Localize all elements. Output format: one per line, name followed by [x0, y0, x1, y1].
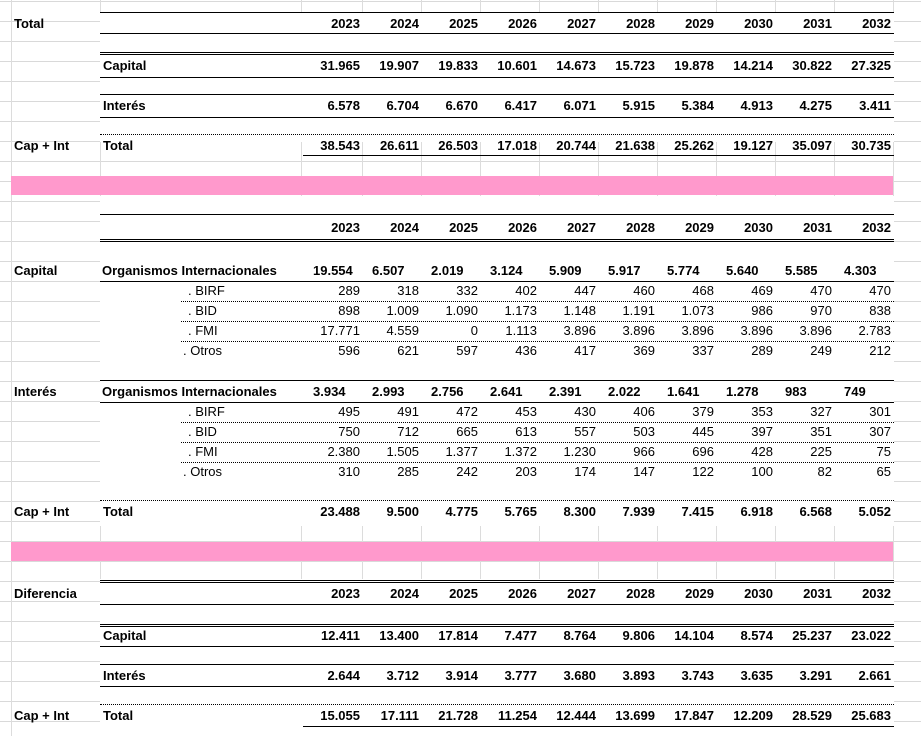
value-cell[interactable]: 665: [456, 424, 478, 439]
group-value[interactable]: 5.917: [608, 263, 641, 278]
value-cell[interactable]: 445: [692, 424, 714, 439]
year-header[interactable]: 2026: [508, 586, 537, 601]
value-cell[interactable]: 23.022: [851, 628, 891, 643]
value-cell[interactable]: 35.097: [792, 138, 832, 153]
group-value[interactable]: 5.774: [667, 263, 700, 278]
value-cell[interactable]: 966: [633, 444, 655, 459]
year-header[interactable]: 2031: [803, 16, 832, 31]
value-cell[interactable]: 470: [810, 283, 832, 298]
total-border: [303, 726, 894, 727]
year-header[interactable]: 2024: [390, 16, 419, 31]
value-cell[interactable]: 13.400: [379, 628, 419, 643]
value-cell[interactable]: 468: [692, 283, 714, 298]
value-cell[interactable]: 301: [869, 404, 891, 419]
item-label[interactable]: . BIRF: [188, 404, 225, 419]
double-border: [100, 239, 894, 242]
value-cell[interactable]: 4.913: [740, 98, 773, 113]
value-cell[interactable]: 15.055: [320, 708, 360, 723]
value-cell[interactable]: 27.325: [851, 58, 891, 73]
item-label[interactable]: . FMI: [188, 444, 218, 459]
value-cell[interactable]: 310: [338, 464, 360, 479]
value-cell[interactable]: 19.878: [674, 58, 714, 73]
group-label[interactable]: Organismos Internacionales: [102, 384, 277, 399]
value-cell[interactable]: 3.896: [740, 323, 773, 338]
value-cell[interactable]: 13.699: [615, 708, 655, 723]
value-cell[interactable]: 14.214: [733, 58, 773, 73]
value-cell[interactable]: 3.635: [740, 668, 773, 683]
value-cell[interactable]: 9.500: [386, 504, 419, 519]
value-cell[interactable]: 898: [338, 303, 360, 318]
block-border: [100, 380, 894, 381]
value-cell[interactable]: 38.543: [320, 138, 360, 153]
value-cell[interactable]: 1.230: [563, 444, 596, 459]
value-cell[interactable]: 82: [817, 464, 832, 479]
value-cell[interactable]: 14.673: [556, 58, 596, 73]
value-cell[interactable]: 2.661: [858, 668, 891, 683]
value-cell[interactable]: 147: [633, 464, 655, 479]
value-cell[interactable]: 25.683: [851, 708, 891, 723]
row-label[interactable]: Interés: [103, 98, 146, 113]
item-label[interactable]: . BIRF: [188, 283, 225, 298]
year-header[interactable]: 2028: [626, 16, 655, 31]
value-cell[interactable]: 203: [515, 464, 537, 479]
value-cell[interactable]: 6.417: [504, 98, 537, 113]
separator-band: [11, 542, 893, 561]
value-cell[interactable]: 696: [692, 444, 714, 459]
row-border: [100, 117, 894, 118]
row-label[interactable]: Total: [103, 138, 134, 153]
value-cell[interactable]: 397: [751, 424, 773, 439]
value-cell[interactable]: 1.191: [622, 303, 655, 318]
grid-column-line: [11, 0, 12, 736]
value-cell[interactable]: 31.965: [320, 58, 360, 73]
value-cell[interactable]: 472: [456, 404, 478, 419]
year-header[interactable]: 2024: [390, 586, 419, 601]
year-header[interactable]: 2032: [862, 586, 891, 601]
value-cell[interactable]: 1.073: [681, 303, 714, 318]
year-header[interactable]: 2025: [449, 586, 478, 601]
row-label[interactable]: Capital: [103, 628, 147, 643]
value-cell[interactable]: 242: [456, 464, 478, 479]
value-cell[interactable]: 318: [397, 283, 419, 298]
year-header[interactable]: 2027: [567, 16, 596, 31]
value-cell[interactable]: 447: [574, 283, 596, 298]
value-cell[interactable]: 3.893: [622, 668, 655, 683]
value-cell[interactable]: 379: [692, 404, 714, 419]
row-border: [100, 686, 894, 687]
value-cell[interactable]: 30.735: [851, 138, 891, 153]
group-value[interactable]: 1.278: [726, 384, 759, 399]
side-label[interactable]: Capital: [14, 263, 58, 278]
separator-band: [11, 176, 893, 195]
value-cell[interactable]: 289: [338, 283, 360, 298]
value-cell[interactable]: 491: [397, 404, 419, 419]
value-cell[interactable]: 6.670: [445, 98, 478, 113]
value-cell[interactable]: 8.300: [563, 504, 596, 519]
value-cell[interactable]: 8.574: [740, 628, 773, 643]
value-cell[interactable]: 2.644: [327, 668, 360, 683]
row-border: [100, 646, 894, 647]
value-cell[interactable]: 1.148: [563, 303, 596, 318]
group-value[interactable]: 6.507: [372, 263, 405, 278]
value-cell[interactable]: 19.833: [438, 58, 478, 73]
value-cell[interactable]: 1.090: [445, 303, 478, 318]
group-value[interactable]: 2.391: [549, 384, 582, 399]
value-cell[interactable]: 5.915: [622, 98, 655, 113]
side-label[interactable]: Cap + Int: [14, 708, 70, 723]
value-cell[interactable]: 122: [692, 464, 714, 479]
value-cell[interactable]: 3.411: [859, 98, 891, 113]
row-border: [100, 664, 894, 665]
value-cell[interactable]: 3.896: [622, 323, 655, 338]
year-header[interactable]: 2025: [449, 16, 478, 31]
value-cell[interactable]: 75: [876, 444, 891, 459]
value-cell[interactable]: 212: [869, 343, 891, 358]
value-cell[interactable]: 597: [456, 343, 478, 358]
group-value[interactable]: 2.993: [372, 384, 405, 399]
value-cell[interactable]: 6.578: [327, 98, 360, 113]
value-cell[interactable]: 3.896: [563, 323, 596, 338]
total-border: [303, 155, 894, 156]
value-cell[interactable]: 369: [633, 343, 655, 358]
value-cell[interactable]: 750: [338, 424, 360, 439]
year-header[interactable]: 2026: [508, 16, 537, 31]
value-cell[interactable]: 5.052: [858, 504, 891, 519]
year-header[interactable]: 2027: [567, 220, 596, 235]
value-cell[interactable]: 225: [810, 444, 832, 459]
value-cell[interactable]: 3.712: [386, 668, 419, 683]
value-cell[interactable]: 15.723: [615, 58, 655, 73]
header-bottom-border: [100, 604, 894, 605]
value-cell[interactable]: 2.783: [858, 323, 891, 338]
row-border: [100, 77, 894, 78]
year-header[interactable]: 2023: [331, 220, 360, 235]
year-header[interactable]: 2028: [626, 586, 655, 601]
value-cell[interactable]: 430: [574, 404, 596, 419]
year-header[interactable]: 2025: [449, 220, 478, 235]
value-cell[interactable]: 351: [810, 424, 832, 439]
year-header[interactable]: 2027: [567, 586, 596, 601]
row-border: [100, 500, 894, 501]
group-value[interactable]: 2.756: [431, 384, 464, 399]
value-cell[interactable]: 353: [751, 404, 773, 419]
item-label[interactable]: . BID: [188, 424, 217, 439]
year-header[interactable]: 2029: [685, 220, 714, 235]
value-cell[interactable]: 4.275: [799, 98, 832, 113]
value-cell[interactable]: 17.018: [497, 138, 537, 153]
year-header[interactable]: 2024: [390, 220, 419, 235]
value-cell[interactable]: 470: [869, 283, 891, 298]
value-cell[interactable]: 970: [810, 303, 832, 318]
value-cell[interactable]: 17.771: [320, 323, 360, 338]
item-label[interactable]: . Otros: [183, 343, 223, 358]
group-value[interactable]: 5.585: [785, 263, 818, 278]
value-cell[interactable]: 1.505: [386, 444, 419, 459]
side-label[interactable]: Cap + Int: [14, 138, 70, 153]
value-cell[interactable]: 30.822: [792, 58, 832, 73]
value-cell[interactable]: 23.488: [320, 504, 360, 519]
value-cell[interactable]: 17.814: [438, 628, 478, 643]
value-cell[interactable]: 5.765: [504, 504, 537, 519]
year-header[interactable]: 2029: [685, 586, 714, 601]
value-cell[interactable]: 65: [876, 464, 891, 479]
value-cell[interactable]: 25.237: [792, 628, 832, 643]
value-cell[interactable]: 12.411: [320, 628, 360, 643]
year-header[interactable]: 2031: [803, 586, 832, 601]
group-value[interactable]: 19.554: [313, 263, 353, 278]
value-cell[interactable]: 26.611: [379, 138, 419, 153]
group-value[interactable]: 2.022: [608, 384, 641, 399]
value-cell[interactable]: 249: [810, 343, 832, 358]
value-cell[interactable]: 3.680: [563, 668, 596, 683]
value-cell[interactable]: 3.777: [504, 668, 537, 683]
value-cell[interactable]: 6.704: [386, 98, 419, 113]
value-cell[interactable]: 25.262: [674, 138, 714, 153]
value-cell[interactable]: 0: [470, 323, 478, 338]
value-cell[interactable]: 17.111: [380, 708, 419, 723]
value-cell[interactable]: 100: [751, 464, 773, 479]
value-cell[interactable]: 469: [751, 283, 773, 298]
value-cell[interactable]: 14.104: [674, 628, 714, 643]
value-cell[interactable]: 3.291: [799, 668, 832, 683]
value-cell[interactable]: 1.009: [386, 303, 419, 318]
year-header[interactable]: 2030: [744, 220, 773, 235]
group-value[interactable]: 5.640: [726, 263, 759, 278]
value-cell[interactable]: 4.559: [386, 323, 419, 338]
value-cell[interactable]: 712: [397, 424, 419, 439]
value-cell[interactable]: 19.127: [733, 138, 773, 153]
value-cell[interactable]: 1.377: [445, 444, 478, 459]
value-cell[interactable]: 11.254: [497, 708, 537, 723]
group-value[interactable]: 3.934: [313, 384, 346, 399]
value-cell[interactable]: 1.372: [504, 444, 537, 459]
value-cell[interactable]: 1.113: [505, 323, 537, 338]
value-cell[interactable]: 1.173: [504, 303, 537, 318]
value-cell[interactable]: 495: [338, 404, 360, 419]
group-label[interactable]: Organismos Internacionales: [102, 263, 277, 278]
value-cell[interactable]: 428: [751, 444, 773, 459]
value-cell[interactable]: 3.896: [799, 323, 832, 338]
value-cell[interactable]: 613: [515, 424, 537, 439]
group-value[interactable]: 2.019: [431, 263, 464, 278]
section-total-title[interactable]: Total: [14, 16, 45, 31]
value-cell[interactable]: 289: [751, 343, 773, 358]
value-cell[interactable]: 417: [574, 343, 596, 358]
value-cell[interactable]: 4.775: [445, 504, 478, 519]
header-top-border: [100, 580, 894, 583]
group-value[interactable]: 3.124: [490, 263, 523, 278]
value-cell[interactable]: 6.568: [799, 504, 832, 519]
row-label[interactable]: Capital: [103, 58, 147, 73]
item-label[interactable]: . Otros: [183, 464, 223, 479]
group-value[interactable]: 2.641: [490, 384, 523, 399]
value-cell[interactable]: 307: [869, 424, 891, 439]
item-label[interactable]: . FMI: [188, 323, 218, 338]
group-value[interactable]: 1.641: [667, 384, 700, 399]
value-cell[interactable]: 503: [633, 424, 655, 439]
value-cell[interactable]: 17.847: [674, 708, 714, 723]
row-label[interactable]: Total: [103, 504, 134, 519]
value-cell[interactable]: 327: [810, 404, 832, 419]
header-top-border: [100, 214, 894, 215]
group-value[interactable]: 4.303: [844, 263, 877, 278]
item-label[interactable]: . BID: [188, 303, 217, 318]
value-cell[interactable]: 12.209: [733, 708, 773, 723]
side-label[interactable]: Cap + Int: [14, 504, 70, 519]
group-value[interactable]: 749: [844, 384, 866, 399]
value-cell[interactable]: 19.907: [379, 58, 419, 73]
value-cell[interactable]: 332: [456, 283, 478, 298]
year-header[interactable]: 2029: [685, 16, 714, 31]
double-border: [100, 52, 894, 55]
value-cell[interactable]: 7.939: [622, 504, 655, 519]
value-cell[interactable]: 3.914: [445, 668, 478, 683]
year-header[interactable]: 2032: [862, 220, 891, 235]
value-cell[interactable]: 28.529: [792, 708, 832, 723]
year-header[interactable]: 2032: [862, 16, 891, 31]
value-cell[interactable]: 838: [869, 303, 891, 318]
row-border: [100, 704, 894, 705]
value-cell[interactable]: 3.896: [681, 323, 714, 338]
year-header[interactable]: 2028: [626, 220, 655, 235]
value-cell[interactable]: 7.477: [504, 628, 537, 643]
value-cell[interactable]: 402: [515, 283, 537, 298]
value-cell[interactable]: 596: [338, 343, 360, 358]
value-cell[interactable]: 20.744: [556, 138, 596, 153]
year-header[interactable]: 2030: [744, 16, 773, 31]
value-cell[interactable]: 10.601: [497, 58, 537, 73]
year-header[interactable]: 2030: [744, 586, 773, 601]
row-label[interactable]: Interés: [103, 668, 146, 683]
value-cell[interactable]: 12.444: [556, 708, 596, 723]
value-cell[interactable]: 460: [633, 283, 655, 298]
year-header[interactable]: 2023: [331, 586, 360, 601]
group-value[interactable]: 983: [785, 384, 807, 399]
value-cell[interactable]: 3.743: [681, 668, 714, 683]
value-cell[interactable]: 2.380: [327, 444, 360, 459]
group-value[interactable]: 5.909: [549, 263, 582, 278]
value-cell[interactable]: 6.918: [740, 504, 773, 519]
value-cell[interactable]: 9.806: [622, 628, 655, 643]
value-cell[interactable]: 986: [751, 303, 773, 318]
side-label[interactable]: Interés: [14, 384, 57, 399]
year-header[interactable]: 2026: [508, 220, 537, 235]
year-header[interactable]: 2023: [331, 16, 360, 31]
row-border: [100, 134, 894, 135]
value-cell[interactable]: 406: [633, 404, 655, 419]
year-header[interactable]: 2031: [803, 220, 832, 235]
value-cell[interactable]: 557: [574, 424, 596, 439]
value-cell[interactable]: 5.384: [681, 98, 714, 113]
value-cell[interactable]: 8.764: [563, 628, 596, 643]
value-cell[interactable]: 21.728: [438, 708, 478, 723]
value-cell[interactable]: 26.503: [438, 138, 478, 153]
value-cell[interactable]: 453: [515, 404, 537, 419]
value-cell[interactable]: 174: [574, 464, 596, 479]
row-border: [100, 94, 894, 95]
value-cell[interactable]: 337: [692, 343, 714, 358]
row-label[interactable]: Total: [103, 708, 134, 723]
header-top-border: [100, 12, 894, 13]
value-cell[interactable]: 621: [397, 343, 419, 358]
value-cell[interactable]: 6.071: [563, 98, 596, 113]
value-cell[interactable]: 285: [397, 464, 419, 479]
value-cell[interactable]: 21.638: [615, 138, 655, 153]
value-cell[interactable]: 436: [515, 343, 537, 358]
value-cell[interactable]: 7.415: [681, 504, 714, 519]
section-diferencia-title[interactable]: Diferencia: [14, 586, 77, 601]
